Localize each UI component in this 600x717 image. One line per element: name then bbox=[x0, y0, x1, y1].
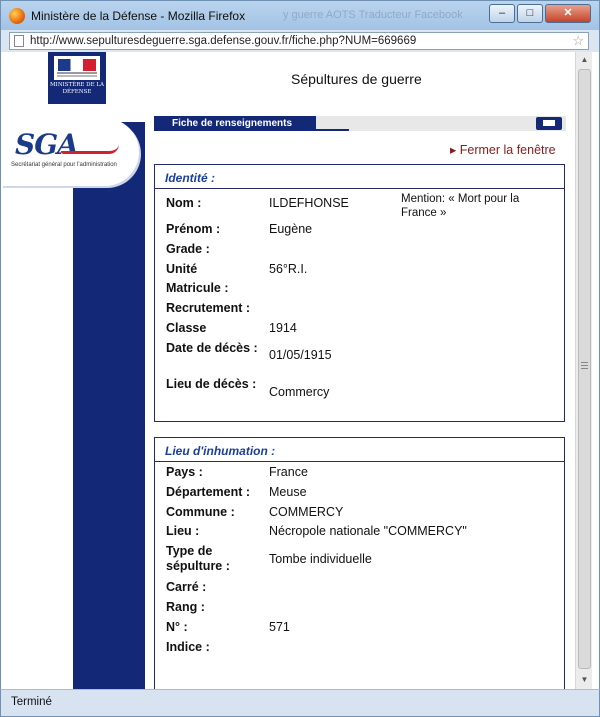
tab-bar bbox=[154, 116, 566, 131]
field-label-type-sepulture: Type de sépulture : bbox=[166, 544, 230, 573]
page-viewport bbox=[0, 52, 600, 689]
window-titlebar bbox=[0, 0, 600, 30]
field-label-carre: Carré : bbox=[166, 580, 207, 594]
field-value-nom: ILDEFHONSE bbox=[269, 196, 349, 210]
status-text: Terminé bbox=[11, 696, 52, 708]
identite-section bbox=[154, 164, 565, 422]
field-value-prenom: Eugène bbox=[269, 222, 313, 236]
field-value-lieu-deces: Commercy bbox=[269, 385, 330, 399]
url-field[interactable] bbox=[9, 32, 589, 50]
field-value-classe: 1914 bbox=[269, 321, 297, 335]
address-bar bbox=[0, 30, 600, 52]
field-label-pays: Pays : bbox=[166, 465, 203, 479]
inhumation-title: Lieu d'inhumation : bbox=[165, 444, 276, 458]
field-value-numero: 571 bbox=[269, 620, 290, 634]
field-label-lieu: Lieu : bbox=[166, 524, 200, 538]
field-value-type-sepulture: Tombe individuelle bbox=[269, 552, 372, 566]
field-label-lieu-deces: Lieu de décès : bbox=[166, 377, 257, 391]
field-value-departement: Meuse bbox=[269, 485, 307, 499]
field-label-date-deces: Date de décès : bbox=[166, 341, 258, 355]
field-label-numero: N° : bbox=[166, 620, 188, 634]
ministere-logo bbox=[48, 52, 106, 104]
field-label-indice: Indice : bbox=[166, 640, 210, 654]
sga-logo-text: SGA bbox=[15, 128, 78, 161]
flag-icon bbox=[58, 59, 96, 71]
field-label-recrutement: Recrutement : bbox=[166, 301, 251, 315]
sga-logo bbox=[1, 118, 139, 186]
tab-fiche-renseignements[interactable]: Fiche de renseignements bbox=[154, 116, 316, 131]
field-label-departement: Département : bbox=[166, 485, 251, 499]
scrollbar-thumb[interactable] bbox=[578, 69, 591, 669]
url-text[interactable]: http://www.sepulturesdeguerre.sga.defense.gouv.fr/fiche.php?NUM=669669 bbox=[30, 35, 417, 47]
minimize-button[interactable]: – bbox=[489, 4, 515, 23]
status-bar bbox=[0, 689, 600, 717]
field-label-classe: Classe bbox=[166, 321, 207, 335]
scroll-up-arrow-icon[interactable]: ▲ bbox=[580, 55, 589, 64]
field-value-pays: France bbox=[269, 465, 308, 479]
field-value-date-deces: 01/05/1915 bbox=[269, 348, 332, 362]
scroll-down-arrow-icon[interactable]: ▼ bbox=[580, 675, 589, 684]
sga-tagline: Secrétariat général pour l'administration bbox=[11, 162, 117, 168]
background-tabs-text: y guerre AOTS Traducteur Facebook bbox=[283, 9, 463, 21]
field-value-unite: 56°R.I. bbox=[269, 262, 308, 276]
republique-francaise-emblem bbox=[54, 56, 100, 80]
maximize-button[interactable]: □ bbox=[517, 4, 543, 23]
window-title: Ministère de la Défense - Mozilla Firefox bbox=[31, 9, 246, 23]
field-label-nom: Nom : bbox=[166, 196, 202, 210]
scroll-grip-icon bbox=[581, 362, 588, 363]
firefox-icon bbox=[9, 8, 25, 24]
field-label-grade: Grade : bbox=[166, 242, 210, 256]
bookmark-star-icon[interactable]: ☆ bbox=[572, 33, 584, 48]
page-icon bbox=[14, 35, 24, 47]
field-label-commune: Commune : bbox=[166, 505, 235, 519]
print-icon[interactable] bbox=[536, 117, 562, 130]
vertical-scrollbar[interactable] bbox=[575, 52, 592, 689]
close-page-link[interactable]: ▸ Fermer la fenêtre bbox=[450, 143, 556, 157]
field-label-matricule: Matricule : bbox=[166, 281, 229, 295]
field-label-prenom: Prénom : bbox=[166, 222, 221, 236]
left-blue-band bbox=[73, 122, 145, 689]
close-page-link-label[interactable]: Fermer la fenêtre bbox=[459, 143, 556, 157]
inhumation-section bbox=[154, 437, 565, 689]
ministere-label: MINISTÈRE DE LA DÉFENSE bbox=[50, 82, 104, 95]
close-window-button[interactable]: ✕ bbox=[545, 4, 591, 23]
page-title: Sépultures de guerre bbox=[291, 71, 422, 87]
identite-title: Identité : bbox=[165, 171, 215, 185]
sga-swoosh-icon bbox=[61, 144, 119, 154]
field-label-unite: Unité bbox=[166, 262, 198, 276]
field-value-commune: COMMERCY bbox=[269, 505, 344, 519]
field-label-rang: Rang : bbox=[166, 600, 205, 614]
mention-text: Mention: « Mort pour la France » bbox=[401, 193, 520, 219]
field-value-lieu: Nécropole nationale "COMMERCY" bbox=[269, 524, 467, 538]
